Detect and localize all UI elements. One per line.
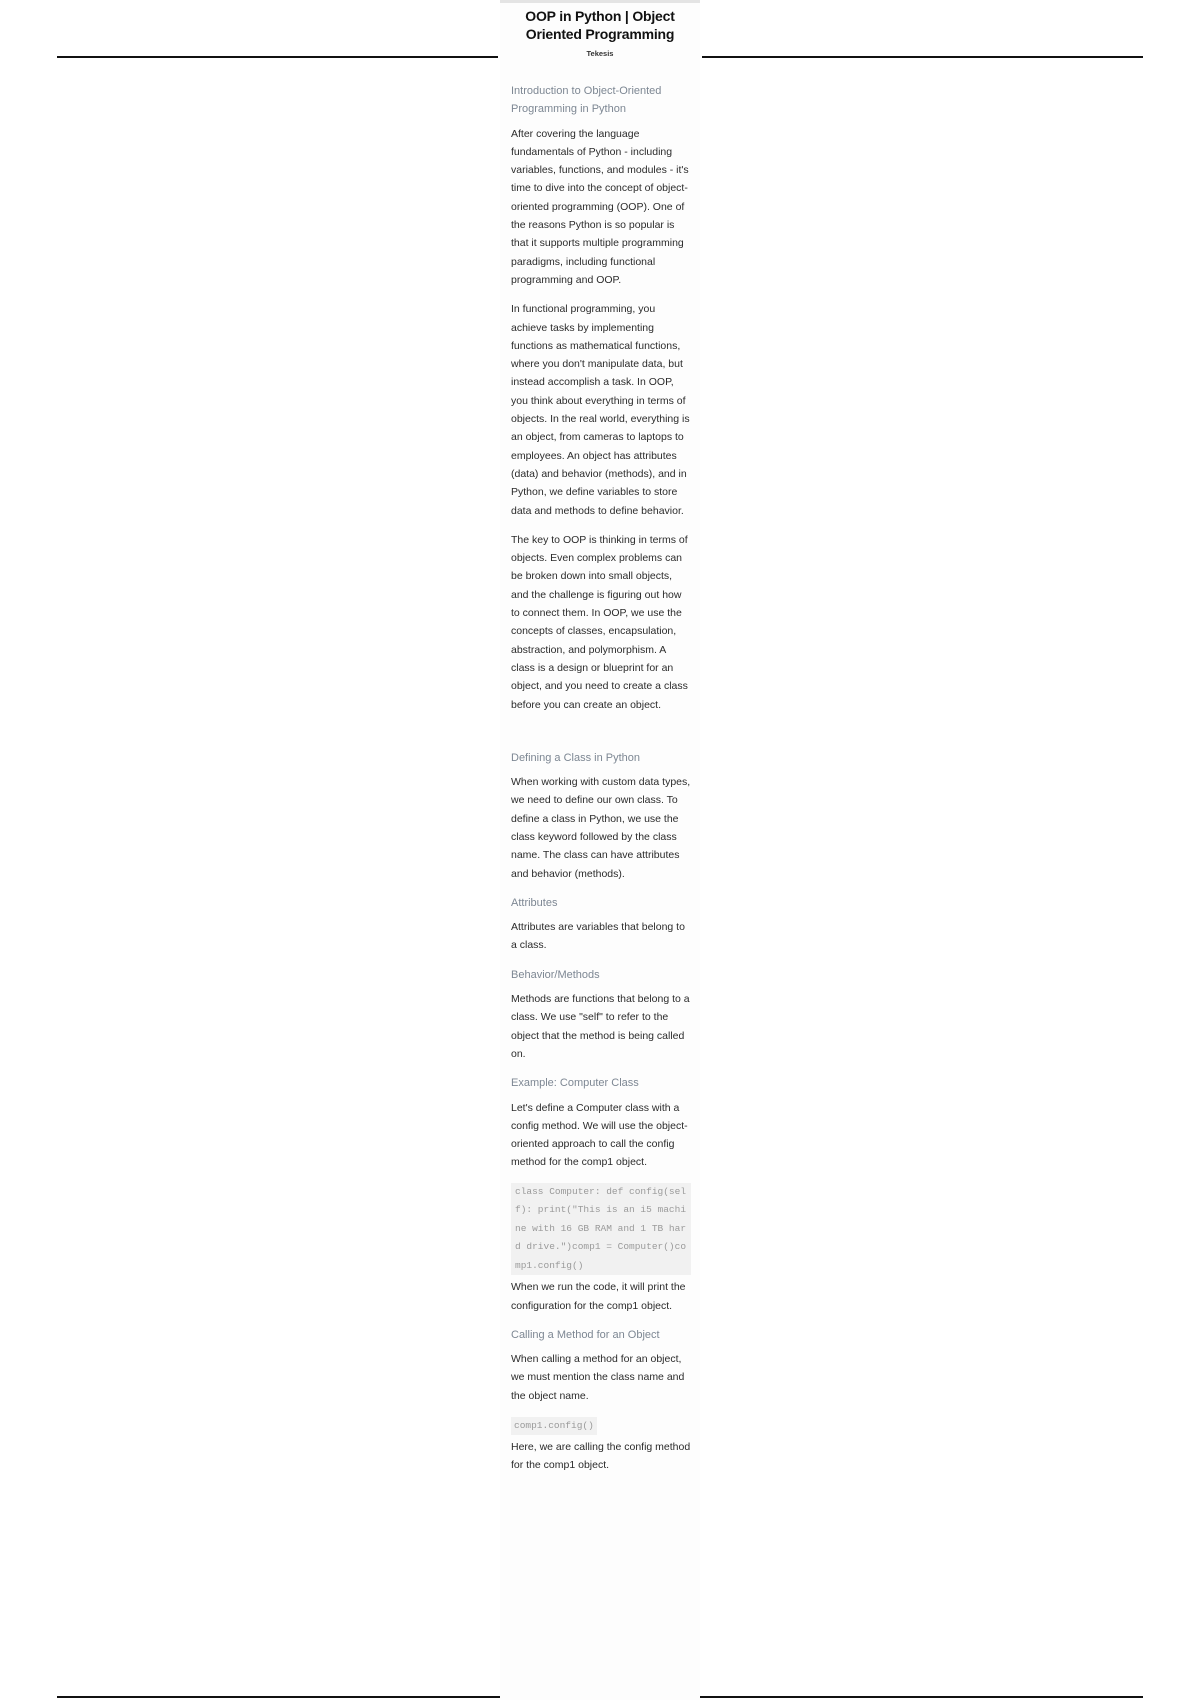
paragraph: In functional programming, you achieve tasks by implementing functions as mathematical functions, where you don't manipulate data, but instead accomplish a task. In OOP, you think about everything in terms of objects. In the real world, everything is an object, from cameras to laptops to employees. An object has attributes (data) and behavior (methods), and in Python, we define variables to store data and methods to define behavior. bbox=[511, 303, 690, 517]
paragraph: Methods are functions that belong to a class. We use "self" to refer to the object that the method is being called on. bbox=[511, 993, 690, 1060]
top-divider-left bbox=[57, 56, 498, 58]
paragraph: When working with custom data types, we need to define our own class. To define a class in Python, we use the class keyword followed by the class name. The class can have attributes and behavior (methods). bbox=[511, 776, 691, 880]
paragraph: When calling a method for an object, we must mention the class name and the object name. bbox=[511, 1353, 685, 1402]
code-snippet-comp1-config: comp1.config() bbox=[511, 1417, 597, 1435]
article-column bbox=[500, 0, 700, 1700]
column-top-bar bbox=[500, 0, 700, 3]
author-name: Tekesis bbox=[586, 49, 614, 58]
paragraph: When we run the code, it will print the configuration for the comp1 object. bbox=[511, 1281, 686, 1312]
article-body bbox=[511, 82, 691, 1486]
paragraph: After covering the language fundamentals of Python - including variables, functions, and modules - it's time to dive into the concept of object-oriented programming (OOP). One of the reasons Python is so popular is that it supports multiple programming paradigms, including functional programming and OOP. bbox=[511, 127, 689, 286]
code-block-computer-class: class Computer: def config(self): print("This is an i5 machine with 16 GB RAM and 1 TB hard drive.")comp1 = Computer()comp1.config() bbox=[511, 1183, 691, 1276]
subheading-behavior-methods: Behavior/Methods bbox=[511, 968, 600, 981]
subheading-calling-method: Calling a Method for an Object bbox=[511, 1328, 660, 1341]
spacer bbox=[511, 725, 691, 749]
page-title: OOP in Python | Object Oriented Programming bbox=[525, 8, 675, 42]
paragraph: The key to OOP is thinking in terms of objects. Even complex problems can be broken down into small objects, and the challenge is figuring out how to connect them. In OOP, we use the concepts of classes, encapsulation, abstraction, and polymorphism. A class is a design or blueprint for an object, and you need to create a class before you can create an object. bbox=[511, 533, 688, 711]
paragraph: Let's define a Computer class with a config method. We will use the object-oriented approach to call the config method for the comp1 object. bbox=[511, 1101, 688, 1169]
paragraph: Here, we are calling the config method for the comp1 object. bbox=[511, 1441, 691, 1472]
section-heading-defining-class: Defining a Class in Python bbox=[511, 751, 641, 764]
subheading-example-computer-class: Example: Computer Class bbox=[511, 1077, 639, 1090]
top-divider-right bbox=[702, 56, 1143, 58]
article-header bbox=[500, 7, 700, 59]
section-heading-intro: Introduction to Object-Oriented Programming in Python bbox=[511, 85, 662, 116]
subheading-attributes: Attributes bbox=[511, 896, 558, 909]
paragraph: Attributes are variables that belong to a class. bbox=[511, 921, 685, 952]
